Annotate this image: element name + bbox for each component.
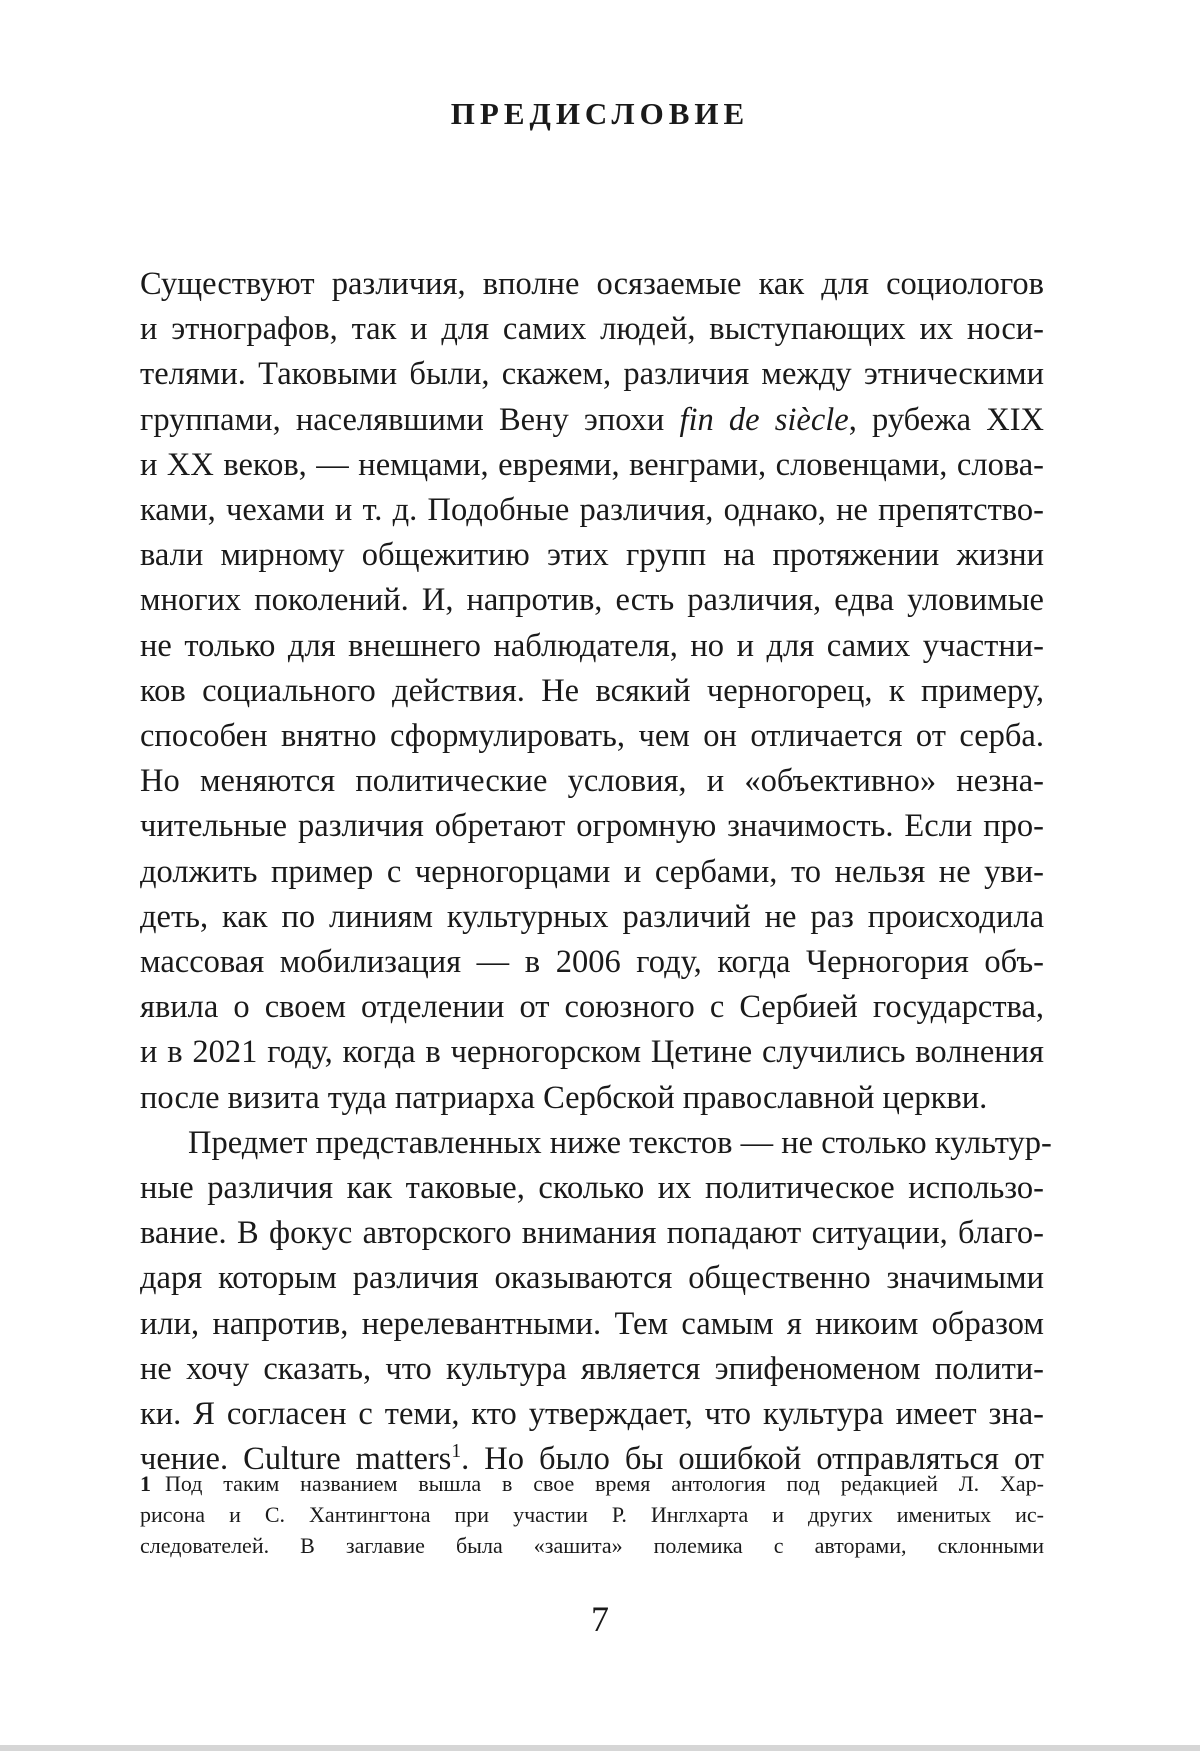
italic-phrase: fin de siècle — [679, 401, 849, 438]
page-title: ПРЕДИСЛОВИЕ — [450, 96, 750, 131]
text-line: Существуют различия, вполне осязаемые как для социологов — [140, 266, 1044, 302]
footnote-line: следователей. В заглавие была «зашита» полемика с авторами, склонными — [140, 1533, 1044, 1558]
text-line: многих поколений. И, напротив, есть различия, едва уловимые — [140, 582, 1044, 619]
text-line: не хочу сказать, что культура является эпифеноменом полити- — [140, 1350, 1044, 1387]
paragraph-1 — [140, 262, 1044, 1121]
text-segment: группами, населявшими Вену эпохи — [140, 401, 680, 438]
text-line: после визита туда патриарха Сербской православной церкви. — [140, 1079, 988, 1116]
text-line: ков социального действия. Не всякий черногорец, к примеру, — [140, 672, 1044, 709]
text-line: вание. В фокус авторского внимания попадают ситуации, благо- — [140, 1215, 1044, 1252]
footnote-line: рисона и С. Хантингтона при участии Р. Инглхарта и других именитых ис- — [140, 1502, 1044, 1527]
text-line: и этнографов, так и для самих людей, выступающих их носи- — [140, 311, 1044, 348]
text-line: или, напротив, нерелевантными. Тем самым я никоим образом — [140, 1305, 1044, 1342]
text-line: явила о своем отделении от союзного с Сербией государства, — [140, 989, 1044, 1026]
text-line: ные различия как таковые, сколько их политическое использо- — [140, 1170, 1044, 1207]
text-line: ками, чехами и т. д. Подобные различия, однако, не препятство- — [140, 492, 1044, 529]
text-line — [140, 398, 1044, 443]
text-line: чительные различия обретают огромную значимость. Если про- — [140, 808, 1044, 845]
text-segment: , рубежа XIX — [848, 401, 1044, 438]
footnote-reference[interactable]: 1 — [451, 1441, 462, 1463]
footnote-line — [140, 1468, 1044, 1499]
bottom-divider — [0, 1745, 1200, 1751]
footnote-text: Под таким названием вышла в свое время антология под редакцией Л. Хар- — [165, 1471, 1044, 1496]
text-line: Но меняются политические условия, и «объективно» незна- — [140, 763, 1044, 800]
text-line: ки. Я согласен с теми, кто утверждает, что культура имеет зна- — [140, 1396, 1044, 1433]
main-text — [140, 262, 1052, 1482]
text-line: деть, как по линиям культурных различий не раз происходила — [140, 898, 1044, 935]
text-line: должить пример с черногорцами и сербами, то нельзя не уви- — [140, 853, 1044, 890]
text-line: не только для внешнего наблюдателя, но и для самих участни- — [140, 627, 1044, 664]
text-line: массовая мобилизация — в 2006 году, когда Черногория объ- — [140, 944, 1044, 981]
text-line: даря которым различия оказываются общественно значимыми — [140, 1260, 1044, 1297]
text-line: и в 2021 году, когда в черногорском Цетине случились волнения — [140, 1034, 1044, 1071]
text-line: телями. Таковыми были, скажем, различия между этническими — [140, 356, 1044, 393]
text-line: вали мирному общежитию этих групп на протяжении жизни — [140, 537, 1044, 574]
text-line: и XX веков, — немцами, евреями, венграми, словенцами, слова- — [140, 446, 1044, 483]
text-line: Предмет представленных ниже текстов — не столько культур- — [188, 1124, 1052, 1161]
text-segment: чение. Culture matters — [140, 1441, 452, 1478]
page-number: 7 — [591, 1599, 609, 1639]
text-line: способен внятно сформулировать, чем он отличается от серба. — [140, 718, 1044, 755]
footnote-mark: 1 — [140, 1471, 151, 1496]
paragraph-2 — [140, 1121, 1052, 1483]
text-segment: . Но было бы ошибкой отправляться от — [461, 1441, 1044, 1478]
footnote — [140, 1468, 1044, 1561]
